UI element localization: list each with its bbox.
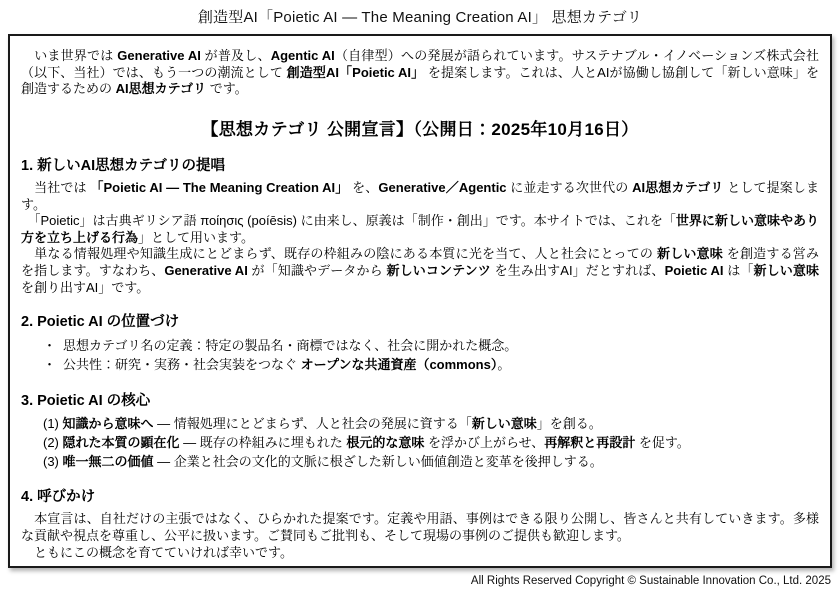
section-positioning	[21, 310, 819, 375]
bullet-text: 思想カテゴリ名の定義：特定の製品名・商標ではなく、社会に開かれた概念。	[63, 338, 518, 354]
core-numbered-list	[21, 415, 819, 472]
section-callout	[21, 485, 819, 561]
list-item: (1) 知識から意味へ — 情報処理にとどまらず、人と社会の発展に資する「新しい意味」を創る。	[43, 415, 602, 431]
positioning-bullet-list	[21, 337, 819, 375]
section-core	[21, 389, 819, 472]
section-4-heading: 4. 呼びかけ	[21, 489, 96, 506]
section-4-paragraph: ともにこの概念を育てていければ幸いです。	[21, 544, 293, 560]
section-1-heading: 1. 新しいAI思想カテゴリの提唱	[21, 157, 226, 174]
declaration-frame	[8, 34, 832, 568]
section-4-paragraph: 本宣言は、自社だけの主張ではなく、ひらかれた提案です。定義や用語、事例はできる限り公開し、皆さんと共有していきます。多様な貢献や視点を尊重し、公平に扱います。ご賛同もご批判も、そして現場の事例のご提供も歓迎します。	[21, 511, 819, 544]
list-item: (3) 唯一無二の価値 — 企業と社会の文化的文脈に根ざした新しい価値創造と変革を後押しする。	[43, 453, 603, 469]
list-item	[39, 337, 819, 356]
intro-paragraph: いま世界では Generative AI が普及し、Agentic AI（自律型）への発展が語られています。サステナブル・イノベーションズ株式会社（以下、当社）では、もう一つの潮流として 創造型AI「Poietic AI」 を提案します。これは、人とAIが協働し協創して「新しい意味」を創造するための AI思想カテゴリ です。	[21, 48, 819, 97]
bullet-marker: ・	[43, 357, 57, 373]
bullet-text: 公共性：研究・実務・社会実装をつなぐ オープンな共通資産（commons）。	[63, 357, 511, 373]
section-1-paragraph: 「Poietic」は古典ギリシア語 ποίησις (poíēsis) に由来し、原義は「制作・創出」です。本サイトでは、これを「世界に新しい意味やあり方を立ち上げる行為」として用います。	[21, 213, 819, 245]
section-1-paragraph: 単なる情報処理や知識生成にとどまらず、既存の枠組みの陰にある本質に光を当て、人と社会にとっての 新しい意味 を創造する営みを指します。すなわち、Generative AI が「知識やデータから 新しいコンテンツ を生み出すAI」だとすれば、Poietic AI は「新しい意味 を創り出すAI」です。	[21, 246, 819, 295]
list-item: (2) 隠れた本質の顕在化 — 既存の枠組みに埋もれた 根元的な意味 を浮かび上がらせ、再解釈と再設計 を促す。	[43, 434, 690, 450]
section-1-paragraph: 当社では 「Poietic AI — The Meaning Creation AI」 を、Generative／Agentic に並走する次世代の AI思想カテゴリ として提案します。	[21, 179, 819, 212]
list-item	[39, 356, 819, 375]
bullet-marker: ・	[43, 338, 57, 354]
section-proposal	[21, 154, 819, 296]
page-title: 創造型AI「Poietic AI — The Meaning Creation AI」 思想カテゴリ	[197, 9, 643, 26]
declaration-heading: 【思想カテゴリ 公開宣言】（公開日：2025年10月16日）	[201, 119, 639, 139]
section-2-heading: 2. Poietic AI の位置づけ	[21, 314, 180, 331]
copyright-footer: All Rights Reserved Copyright © Sustainable Innovation Co., Ltd. 2025	[470, 575, 831, 587]
section-3-heading: 3. Poietic AI の核心	[21, 392, 151, 409]
